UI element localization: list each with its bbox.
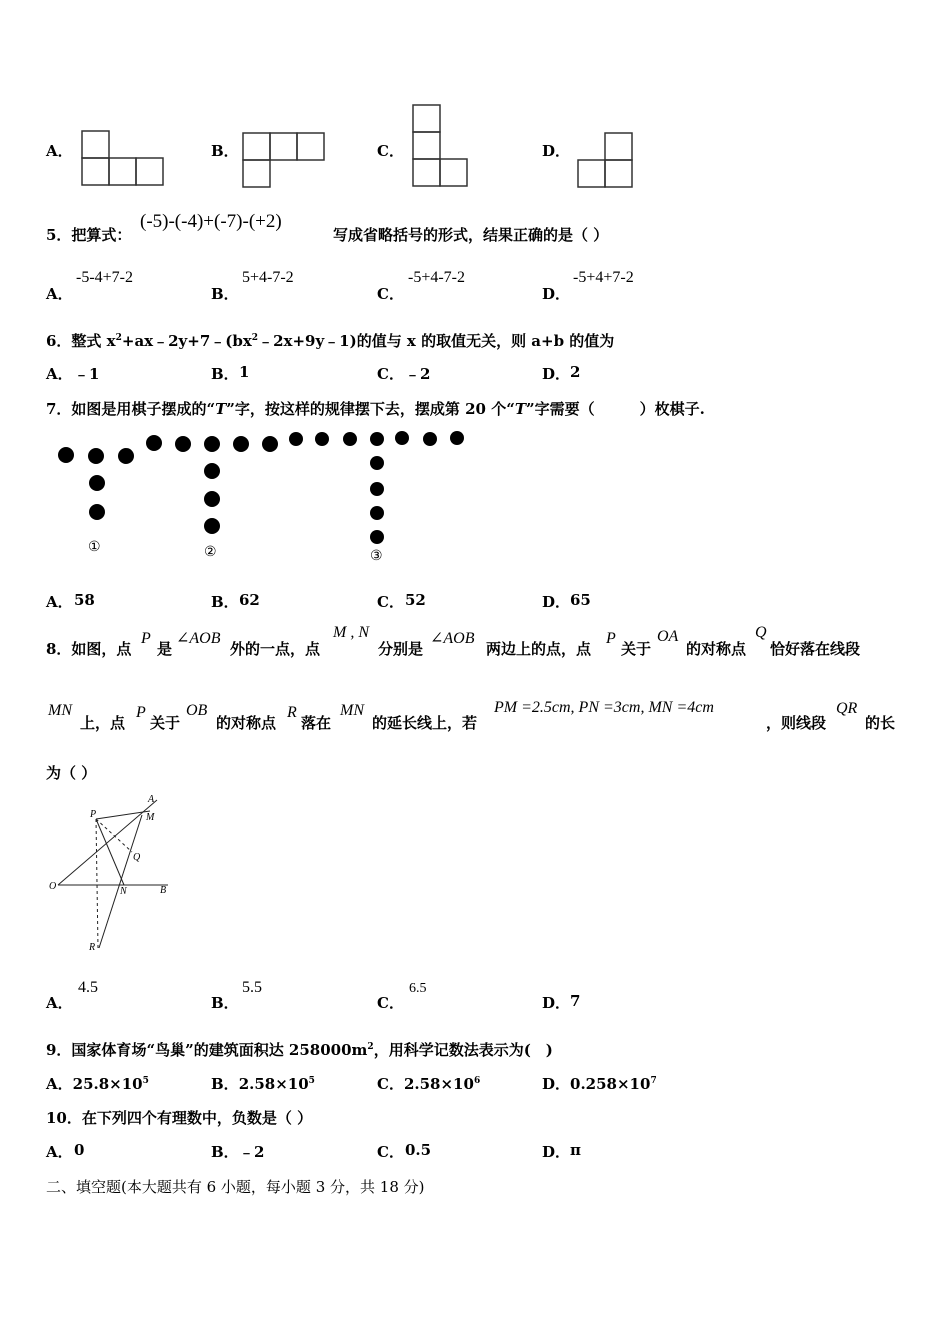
q10-option-d-label: D． [542, 1143, 571, 1161]
q9-option-c-label: C． [377, 1075, 404, 1093]
q9-option-a [46, 1073, 149, 1094]
q9-option-c-exp: 6 [473, 1076, 481, 1086]
chess-piece [175, 436, 191, 452]
q8-point-q: Q [755, 624, 767, 641]
q8-option-b-value: 5.5 [242, 979, 262, 996]
q10-option-d-value: π [570, 1141, 581, 1159]
chess-piece [315, 432, 329, 446]
q8-point-r: R [287, 704, 297, 721]
q6-sup-1: 2 [115, 333, 122, 343]
q8-l2-f: ，则线段 [766, 714, 827, 732]
chess-piece [370, 506, 384, 520]
q6-option-a-value: ﹣1 [74, 365, 100, 383]
q7-option-d-value: 65 [570, 591, 591, 609]
chess-piece [89, 504, 105, 520]
q10-option-c-value: 0.5 [405, 1141, 432, 1159]
chess-piece [370, 432, 384, 446]
q9-option-a-base: 25.8×10 [72, 1075, 143, 1093]
chess-piece [204, 491, 220, 507]
q7-t-pattern-figure [50, 425, 480, 570]
q7-option-a-label: A． [46, 593, 73, 611]
q6-stem [46, 330, 614, 351]
chess-piece [89, 475, 105, 491]
chess-piece [289, 432, 303, 446]
q9-sup: 2 [367, 1042, 374, 1052]
fig-label-n: N [120, 886, 127, 897]
fig-label-m: M [146, 812, 155, 823]
q5-suffix: 写成省略括号的形式，结果正确的是（ ） [333, 226, 609, 244]
q4-option-d-label: D． [542, 142, 571, 160]
q8-option-c-value: 6.5 [409, 981, 427, 996]
q6-option-a-label: A． [46, 365, 73, 383]
q9-text-b: ，用科学记数法表示为( ) [373, 1041, 553, 1059]
q5-option-b-label: B． [211, 285, 239, 303]
chess-piece [58, 447, 74, 463]
q8-l2-c: 的对称点 [216, 714, 277, 732]
ray-oa [58, 800, 157, 885]
chess-piece [370, 456, 384, 470]
q10-stem: 10．在下列四个有理数中，负数是（ ） [46, 1109, 313, 1127]
q9-option-c-base: 2.58×10 [403, 1075, 474, 1093]
q6-text-b: +ax﹣2y+7﹣(bx [121, 332, 252, 350]
q8-l3: 为（ ） [46, 764, 97, 782]
q7-figure-2 [146, 435, 278, 534]
q7-option-a-value: 58 [74, 591, 95, 609]
dashed-pq [96, 819, 132, 852]
segment-pn [96, 819, 124, 885]
q8-option-a-value: 4.5 [78, 979, 98, 996]
q7-figure-label-1: ① [88, 540, 101, 555]
q8-l2-b: 关于 [150, 714, 181, 732]
q8-point-p: P [141, 630, 151, 647]
q7-option-b-label: B． [211, 593, 239, 611]
q7-option-b-value: 62 [239, 591, 260, 609]
q9-option-d-label: D． [542, 1075, 571, 1093]
q9-option-c [377, 1073, 480, 1094]
q7-option-c-value: 52 [405, 591, 426, 609]
q8-l1-g: 的对称点 [686, 640, 747, 658]
q8-l1-d: 分别是 [378, 640, 424, 658]
q8-l2-d: 落在 [301, 714, 332, 732]
chess-piece [204, 463, 220, 479]
q7-stem-a: 7．如图是用棋子摆成的“ [46, 400, 216, 418]
q10-option-b-value: ﹣2 [239, 1143, 265, 1161]
q8-l1-e: 两边上的点，点 [486, 640, 592, 658]
q8-l1-c: 外的一点，点 [230, 640, 321, 658]
q7-option-d-label: D． [542, 593, 571, 611]
q5-option-c-expr: -5+4-7-2 [408, 269, 466, 286]
fig-label-o: O [49, 881, 57, 892]
q9-option-d [542, 1073, 657, 1094]
q7-stem [46, 398, 705, 419]
q4-option-c-label: C． [377, 142, 404, 160]
q8-option-c-label: C． [377, 994, 404, 1012]
q8-point-p-3: P [136, 704, 146, 721]
q8-point-p-2: P [606, 630, 616, 647]
q8-l1-a: 8．如图，点 [46, 640, 132, 658]
q5-option-b-expr: 5+4-7-2 [242, 269, 294, 286]
q6-option-b-label: B． [211, 365, 239, 383]
q8-measures: PM =2.5cm, PN =3cm, MN =4cm [494, 699, 714, 716]
q10-option-a-value: 0 [74, 1141, 85, 1159]
q9-option-b [211, 1073, 315, 1094]
q7-figure-label-3: ③ [370, 549, 383, 564]
q8-l1-f: 关于 [621, 640, 652, 658]
q7-figure-3 [289, 431, 464, 544]
chess-piece [204, 518, 220, 534]
q6-option-c-value: ﹣2 [405, 365, 431, 383]
chess-piece [204, 436, 220, 452]
q8-segment-mn: MN [48, 702, 72, 719]
q6-option-d-label: D． [542, 365, 571, 383]
q4-option-a-label: A． [46, 142, 73, 160]
chess-piece [395, 431, 409, 445]
q7-figure-label-2: ② [204, 545, 217, 560]
fig-label-q: Q [133, 852, 141, 863]
q10-option-a-label: A． [46, 1143, 73, 1161]
q5-option-a-expr: -5-4+7-2 [76, 269, 134, 286]
chess-piece [343, 432, 357, 446]
q5-prefix: 5．把算式： [46, 226, 132, 244]
chess-piece [450, 431, 464, 445]
q10-option-c-label: C． [377, 1143, 404, 1161]
q8-segment-mn-2: MN [340, 702, 364, 719]
dashed-pr [96, 819, 98, 948]
fig-label-a: A [148, 794, 155, 805]
q5-option-a-label: A． [46, 285, 73, 303]
q4-option-d-figure [576, 130, 638, 190]
q5-expression: (-5)-(-4)+(-7)-(+2) [140, 211, 282, 232]
q6-option-d-value: 2 [570, 363, 581, 381]
q8-angle-aob-2: ∠AOB [430, 630, 475, 647]
q8-l1-b: 是 [157, 640, 173, 658]
q9-stem [46, 1039, 553, 1060]
q9-text-a: 9．国家体育场“鸟巢”的建筑面积达 258000m [46, 1041, 368, 1059]
q4-option-c-figure [410, 102, 472, 190]
q5-option-c-label: C． [377, 285, 404, 303]
q4-option-b-label: B． [211, 142, 239, 160]
q9-option-b-exp: 5 [308, 1076, 315, 1086]
chess-piece [423, 432, 437, 446]
q8-angle-aob: ∠AOB [176, 630, 221, 647]
q4-option-a-figure [80, 128, 166, 188]
q6-option-b-value: 1 [239, 363, 250, 381]
chess-piece [262, 436, 278, 452]
q6-option-c-label: C． [377, 365, 404, 383]
chess-piece [233, 436, 249, 452]
q7-stem-b: ”字，按这样的规律摆下去，摆成第 20 个“ [226, 400, 515, 418]
q8-l1-h: 恰好落在线段 [770, 640, 861, 658]
chess-piece [146, 435, 162, 451]
chess-piece [370, 530, 384, 544]
q9-option-d-exp: 7 [650, 1076, 657, 1086]
q9-option-d-base: 0.258×10 [570, 1075, 651, 1093]
q8-option-d-value: 7 [570, 992, 581, 1010]
q6-text-c: ﹣2x+9y﹣1)的值与 x 的取值无关，则 a+b 的值为 [258, 332, 615, 350]
q9-option-b-label: B． [211, 1075, 239, 1093]
q7-stem-t1: T [215, 400, 227, 418]
q8-geometry-figure [44, 790, 176, 955]
segment-mr [99, 815, 142, 948]
q5-option-d-label: D． [542, 285, 571, 303]
chess-piece [88, 448, 104, 464]
section-2-title: 二、填空题(本大题共有 6 小题，每小题 3 分，共 18 分) [46, 1178, 425, 1196]
q6-sup-2: 2 [251, 333, 259, 343]
q7-stem-t2: T [514, 400, 526, 418]
chess-piece [118, 448, 134, 464]
q5-option-d-expr: -5+4+7-2 [573, 269, 634, 286]
q7-stem-c: ”字需要（ ）枚棋子. [526, 400, 705, 418]
q9-option-a-exp: 5 [142, 1076, 149, 1086]
q4-option-b-figure [241, 130, 327, 190]
q10-option-b-label: B． [211, 1143, 239, 1161]
q8-l2-e: 的延长线上，若 [372, 714, 478, 732]
q8-option-d-label: D． [542, 994, 571, 1012]
q9-option-a-label: A． [46, 1075, 73, 1093]
q8-option-a-label: A． [46, 994, 73, 1012]
q6-text-a: 6．整式 x [46, 332, 116, 350]
fig-label-r: R [89, 942, 96, 953]
fig-label-p: P [90, 809, 97, 820]
q8-line-oa: OA [657, 628, 679, 645]
q8-option-b-label: B． [211, 994, 239, 1012]
q8-points-mn: M , N [333, 624, 369, 641]
chess-piece [370, 482, 384, 496]
q8-line-ob: OB [186, 702, 208, 719]
q8-l2-g: 的长 [865, 714, 896, 732]
q8-segment-qr: QR [836, 700, 858, 717]
q7-option-c-label: C． [377, 593, 404, 611]
q7-figure-1 [58, 447, 134, 520]
fig-label-b: B [160, 885, 167, 896]
q9-option-b-base: 2.58×10 [238, 1075, 309, 1093]
q8-l2-a: 上，点 [80, 714, 126, 732]
